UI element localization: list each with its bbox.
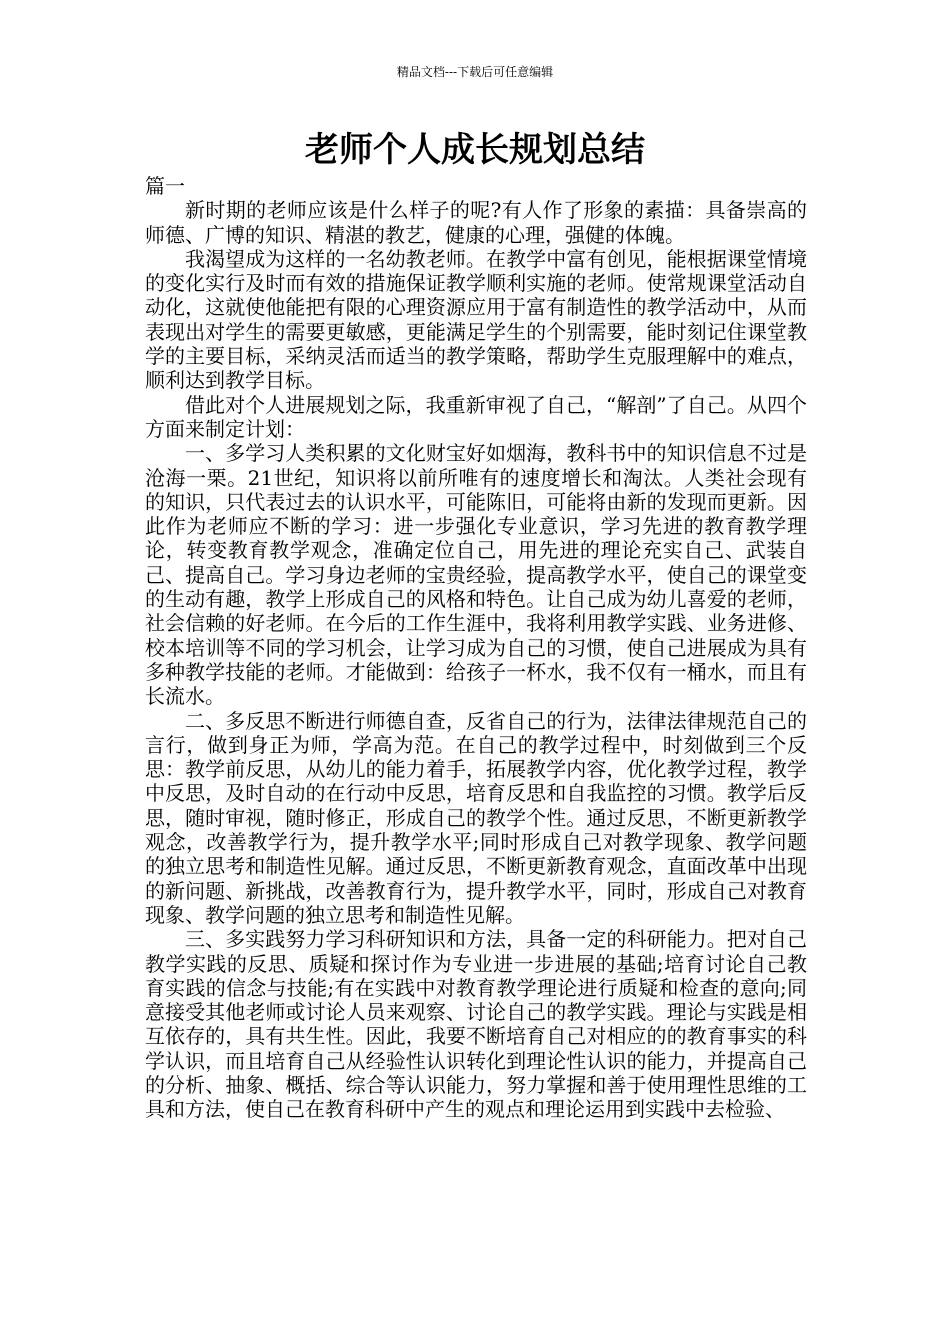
page-header: 精品文档---下载后可任意编辑 <box>396 65 554 79</box>
paragraph-2: 我渴望成为这样的一名幼教老师。在教学中富有创见，能根据课堂情境的变化实行及时而有效的措施保证教学顺利实施的老师。使常规课堂活动自动化，这就使他能把有限的心理资源应用于富有制造性的教学活动中，从而表现出对学生的需要更敏感，更能满足学生的个别需要，能时刻记住课堂教学的主要目标，采纳灵活而适当的教学策略，帮助学生克服理解中的难点，顺利达到教学目标。 <box>145 246 807 393</box>
paragraph-5: 二、多反思不断进行师德自查，反省自己的行为，法律法律规范自己的言行，做到身正为师，学高为范。在自己的教学过程中，时刻做到三个反思：教学前反思，从幼儿的能力着手，拓展教学内容，优化教学过程，教学中反思，及时自动的在行动中反思，培育反思和自我监控的习惯。教学后反思，随时审视，随时修正，形成自己的教学个性。通过反思，不断更新教学观念，改善教学行为，提升教学水平;同时形成自己对教学现象、教学问题的独立思考和制造性见解。通过反思，不断更新教育观念，直面改革中出现的新问题、新挑战，改善教育行为，提升教学水平，同时，形成自己对教育现象、教学问题的独立思考和制造性见解。 <box>145 708 807 927</box>
paragraph-6: 三、多实践努力学习科研知识和方法，具备一定的科研能力。把对自己教学实践的反思、质疑和探讨作为专业进一步进展的基础;培育讨论自己教育实践的信念与技能;有在实践中对教育教学理论进行质疑和检查的意向;同意接受其他老师或讨论人员来观察、讨论自己的教学实践。理论与实践是相互依存的，具有共生性。因此，我要不断培育自己对相应的的教育事实的科学认识，而且培育自己从经验性认识转化到理论性认识的能力，并提高自己的分析、抽象、概括、综合等认识能力，努力掌握和善于使用理性思维的工具和方法，使自己在教育科研中产生的观点和理论运用到实践中去检验、 <box>145 927 807 1122</box>
document-body <box>145 174 807 1122</box>
document-title: 老师个人成长规划总结 <box>305 130 645 170</box>
paragraph-3: 借此对个人进展规划之际，我重新审视了自己，“解剖”了自己。从四个方面来制定计划： <box>145 392 807 441</box>
paragraph-1: 新时期的老师应该是什么样子的呢?有人作了形象的素描：具备崇高的师德、广博的知识、精湛的教艺，健康的心理，强健的体魄。 <box>145 198 807 247</box>
section-label: 篇一 <box>145 174 185 198</box>
paragraph-4: 一、多学习人类积累的文化财宝好如烟海，教科书中的知识信息不过是沧海一栗。21世纪，知识将以前所唯有的速度增长和淘汰。人类社会现有的知识，只代表过去的认识水平，可能陈旧，可能将由新的发现而更新。因此作为老师应不断的学习：进一步强化专业意识，学习先进的教育教学理论，转变教育教学观念，准确定位自己，用先进的理论充实自己、武装自己、提高自己。学习身边老师的宝贵经验，提高教学水平，使自己的课堂变的生动有趣，教学上形成自己的风格和特色。让自己成为幼儿喜爱的老师，社会信赖的好老师。在今后的工作生涯中，我将利用教学实践、业务进修、校本培训等不同的学习机会，让学习成为自己的习惯，使自己进展成为具有多种教学技能的老师。才能做到：给孩子一杯水，我不仅有一桶水，而且有长流水。 <box>145 441 807 709</box>
